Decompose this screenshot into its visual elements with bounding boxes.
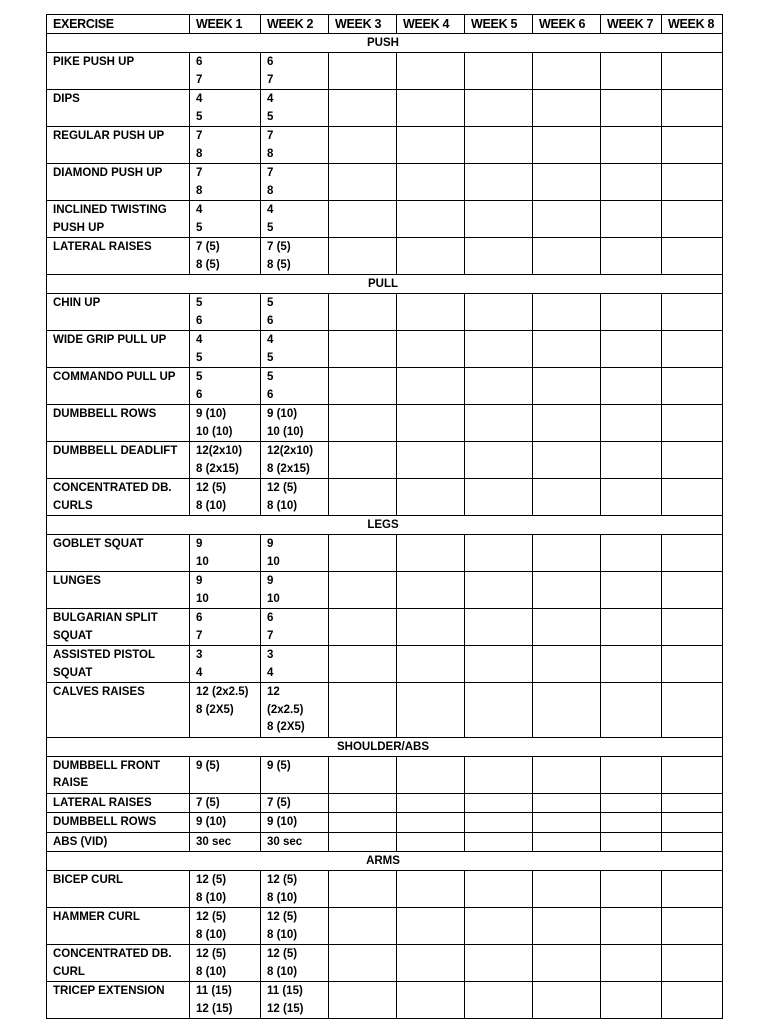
exercise-name-cell: BULGARIAN SPLIT SQUAT bbox=[47, 609, 190, 646]
week-5-cell[interactable] bbox=[465, 442, 533, 479]
exercise-name-cell: BICEP CURL bbox=[47, 871, 190, 908]
week-2-cell: 7 (5) bbox=[261, 793, 329, 813]
week-1-cell: 12 (5) 8 (10) bbox=[190, 945, 261, 982]
week-8-cell[interactable] bbox=[662, 535, 723, 572]
week-2-cell: 30 sec bbox=[261, 832, 329, 852]
week-8-cell[interactable] bbox=[662, 646, 723, 683]
section-title: PULL bbox=[47, 275, 723, 294]
week-1-cell: 9 (10) 10 (10) bbox=[190, 405, 261, 442]
week-6-cell[interactable] bbox=[533, 609, 601, 646]
week-2-cell: 12 (5) 8 (10) bbox=[261, 479, 329, 516]
section-title: SHOULDER/ABS bbox=[47, 737, 723, 756]
week-4-cell[interactable] bbox=[397, 368, 465, 405]
week-2-cell: 9 10 bbox=[261, 535, 329, 572]
week-8-cell[interactable] bbox=[662, 609, 723, 646]
table-row bbox=[47, 405, 723, 442]
week-8-cell[interactable] bbox=[662, 368, 723, 405]
table-row bbox=[47, 368, 723, 405]
header-week-5: WEEK 5 bbox=[465, 15, 533, 34]
week-7-cell[interactable] bbox=[601, 756, 662, 793]
section-row bbox=[47, 516, 723, 535]
week-7-cell[interactable] bbox=[601, 793, 662, 813]
week-4-cell[interactable] bbox=[397, 832, 465, 852]
week-7-cell[interactable] bbox=[601, 982, 662, 1019]
week-1-cell: 4 5 bbox=[190, 201, 261, 238]
week-6-cell[interactable] bbox=[533, 793, 601, 813]
week-5-cell[interactable] bbox=[465, 756, 533, 793]
week-1-cell: 11 (15) 12 (15) bbox=[190, 982, 261, 1019]
week-1-cell: 4 5 bbox=[190, 90, 261, 127]
table-row bbox=[47, 982, 723, 1019]
week-5-cell[interactable] bbox=[465, 572, 533, 609]
week-1-cell: 30 sec bbox=[190, 832, 261, 852]
table-row bbox=[47, 908, 723, 945]
exercise-name-cell: DUMBBELL ROWS bbox=[47, 813, 190, 833]
week-1-cell: 12(2x10) 8 (2x15) bbox=[190, 442, 261, 479]
table-row bbox=[47, 164, 723, 201]
week-4-cell[interactable] bbox=[397, 683, 465, 738]
week-2-cell: 7 8 bbox=[261, 127, 329, 164]
week-5-cell[interactable] bbox=[465, 813, 533, 833]
week-3-cell[interactable] bbox=[329, 90, 397, 127]
week-7-cell[interactable] bbox=[601, 479, 662, 516]
week-8-cell[interactable] bbox=[662, 201, 723, 238]
section-title: PUSH bbox=[47, 34, 723, 53]
week-8-cell[interactable] bbox=[662, 813, 723, 833]
week-5-cell[interactable] bbox=[465, 127, 533, 164]
week-8-cell[interactable] bbox=[662, 294, 723, 331]
week-7-cell[interactable] bbox=[601, 201, 662, 238]
week-3-cell[interactable] bbox=[329, 832, 397, 852]
week-3-cell[interactable] bbox=[329, 535, 397, 572]
week-3-cell[interactable] bbox=[329, 294, 397, 331]
week-8-cell[interactable] bbox=[662, 479, 723, 516]
week-8-cell[interactable] bbox=[662, 982, 723, 1019]
week-3-cell[interactable] bbox=[329, 164, 397, 201]
table-row bbox=[47, 479, 723, 516]
table-row bbox=[47, 331, 723, 368]
week-8-cell[interactable] bbox=[662, 908, 723, 945]
week-6-cell[interactable] bbox=[533, 908, 601, 945]
week-4-cell[interactable] bbox=[397, 479, 465, 516]
week-7-cell[interactable] bbox=[601, 945, 662, 982]
week-6-cell[interactable] bbox=[533, 294, 601, 331]
exercise-name-cell: DIAMOND PUSH UP bbox=[47, 164, 190, 201]
week-2-cell: 12(2x10) 8 (2x15) bbox=[261, 442, 329, 479]
week-2-cell: 4 5 bbox=[261, 90, 329, 127]
week-6-cell[interactable] bbox=[533, 945, 601, 982]
week-7-cell[interactable] bbox=[601, 908, 662, 945]
week-3-cell[interactable] bbox=[329, 368, 397, 405]
week-7-cell[interactable] bbox=[601, 331, 662, 368]
week-7-cell[interactable] bbox=[601, 127, 662, 164]
week-8-cell[interactable] bbox=[662, 127, 723, 164]
week-1-cell: 7 (5) bbox=[190, 793, 261, 813]
week-1-cell: 7 8 bbox=[190, 164, 261, 201]
week-1-cell: 9 (10) bbox=[190, 813, 261, 833]
week-6-cell[interactable] bbox=[533, 127, 601, 164]
week-4-cell[interactable] bbox=[397, 609, 465, 646]
week-3-cell[interactable] bbox=[329, 572, 397, 609]
table-row bbox=[47, 756, 723, 793]
week-7-cell[interactable] bbox=[601, 90, 662, 127]
week-4-cell[interactable] bbox=[397, 572, 465, 609]
week-7-cell[interactable] bbox=[601, 646, 662, 683]
week-5-cell[interactable] bbox=[465, 832, 533, 852]
week-1-cell: 5 6 bbox=[190, 368, 261, 405]
week-4-cell[interactable] bbox=[397, 294, 465, 331]
header-week-8: WEEK 8 bbox=[662, 15, 723, 34]
week-8-cell[interactable] bbox=[662, 53, 723, 90]
week-1-cell: 6 7 bbox=[190, 609, 261, 646]
section-row bbox=[47, 34, 723, 53]
week-2-cell: 12 (2x2.5) 8 (2X5) bbox=[261, 683, 329, 738]
week-4-cell[interactable] bbox=[397, 90, 465, 127]
exercise-name-cell: CALVES RAISES bbox=[47, 683, 190, 738]
header-week-4: WEEK 4 bbox=[397, 15, 465, 34]
table-row bbox=[47, 127, 723, 164]
week-6-cell[interactable] bbox=[533, 982, 601, 1019]
week-1-cell: 9 (5) bbox=[190, 756, 261, 793]
week-6-cell[interactable] bbox=[533, 871, 601, 908]
exercise-name-cell: TRICEP EXTENSION bbox=[47, 982, 190, 1019]
week-4-cell[interactable] bbox=[397, 793, 465, 813]
week-4-cell[interactable] bbox=[397, 535, 465, 572]
week-2-cell: 9 (5) bbox=[261, 756, 329, 793]
week-6-cell[interactable] bbox=[533, 201, 601, 238]
exercise-name-cell: GOBLET SQUAT bbox=[47, 535, 190, 572]
week-6-cell[interactable] bbox=[533, 756, 601, 793]
week-5-cell[interactable] bbox=[465, 871, 533, 908]
week-2-cell: 6 7 bbox=[261, 609, 329, 646]
exercise-name-cell: REGULAR PUSH UP bbox=[47, 127, 190, 164]
week-2-cell: 7 8 bbox=[261, 164, 329, 201]
week-4-cell[interactable] bbox=[397, 53, 465, 90]
week-1-cell: 5 6 bbox=[190, 294, 261, 331]
week-2-cell: 3 4 bbox=[261, 646, 329, 683]
week-6-cell[interactable] bbox=[533, 813, 601, 833]
week-4-cell[interactable] bbox=[397, 982, 465, 1019]
header-week-6: WEEK 6 bbox=[533, 15, 601, 34]
week-3-cell[interactable] bbox=[329, 945, 397, 982]
week-7-cell[interactable] bbox=[601, 683, 662, 738]
week-2-cell: 11 (15) 12 (15) bbox=[261, 982, 329, 1019]
week-3-cell[interactable] bbox=[329, 813, 397, 833]
week-8-cell[interactable] bbox=[662, 683, 723, 738]
week-2-cell: 4 5 bbox=[261, 201, 329, 238]
exercise-name-cell: INCLINED TWISTING PUSH UP bbox=[47, 201, 190, 238]
week-6-cell[interactable] bbox=[533, 164, 601, 201]
exercise-name-cell: LATERAL RAISES bbox=[47, 238, 190, 275]
week-6-cell[interactable] bbox=[533, 53, 601, 90]
week-4-cell[interactable] bbox=[397, 442, 465, 479]
exercise-name-cell: DIPS bbox=[47, 90, 190, 127]
week-5-cell[interactable] bbox=[465, 331, 533, 368]
week-6-cell[interactable] bbox=[533, 90, 601, 127]
week-4-cell[interactable] bbox=[397, 945, 465, 982]
header-week-7: WEEK 7 bbox=[601, 15, 662, 34]
table-row bbox=[47, 945, 723, 982]
week-3-cell[interactable] bbox=[329, 405, 397, 442]
week-5-cell[interactable] bbox=[465, 609, 533, 646]
table-row bbox=[47, 793, 723, 813]
week-4-cell[interactable] bbox=[397, 331, 465, 368]
week-6-cell[interactable] bbox=[533, 479, 601, 516]
table-row bbox=[47, 238, 723, 275]
week-2-cell: 4 5 bbox=[261, 331, 329, 368]
week-4-cell[interactable] bbox=[397, 238, 465, 275]
week-5-cell[interactable] bbox=[465, 53, 533, 90]
week-6-cell[interactable] bbox=[533, 405, 601, 442]
week-1-cell: 7 8 bbox=[190, 127, 261, 164]
week-2-cell: 12 (5) 8 (10) bbox=[261, 871, 329, 908]
exercise-name-cell: LUNGES bbox=[47, 572, 190, 609]
table-row bbox=[47, 201, 723, 238]
week-3-cell[interactable] bbox=[329, 683, 397, 738]
week-2-cell: 12 (5) 8 (10) bbox=[261, 945, 329, 982]
week-4-cell[interactable] bbox=[397, 164, 465, 201]
week-3-cell[interactable] bbox=[329, 609, 397, 646]
table-body bbox=[47, 34, 723, 1019]
week-1-cell: 7 (5) 8 (5) bbox=[190, 238, 261, 275]
week-5-cell[interactable] bbox=[465, 405, 533, 442]
section-row bbox=[47, 737, 723, 756]
week-3-cell[interactable] bbox=[329, 238, 397, 275]
section-row bbox=[47, 852, 723, 871]
week-3-cell[interactable] bbox=[329, 908, 397, 945]
table-row bbox=[47, 572, 723, 609]
week-5-cell[interactable] bbox=[465, 646, 533, 683]
week-7-cell[interactable] bbox=[601, 368, 662, 405]
week-2-cell: 5 6 bbox=[261, 368, 329, 405]
section-row bbox=[47, 275, 723, 294]
week-3-cell[interactable] bbox=[329, 871, 397, 908]
week-5-cell[interactable] bbox=[465, 683, 533, 738]
table-row bbox=[47, 683, 723, 738]
week-7-cell[interactable] bbox=[601, 572, 662, 609]
week-1-cell: 9 10 bbox=[190, 535, 261, 572]
exercise-name-cell: HAMMER CURL bbox=[47, 908, 190, 945]
week-1-cell: 9 10 bbox=[190, 572, 261, 609]
week-6-cell[interactable] bbox=[533, 572, 601, 609]
exercise-name-cell: CONCENTRATED DB. CURLS bbox=[47, 479, 190, 516]
week-3-cell[interactable] bbox=[329, 646, 397, 683]
week-3-cell[interactable] bbox=[329, 127, 397, 164]
week-5-cell[interactable] bbox=[465, 164, 533, 201]
week-5-cell[interactable] bbox=[465, 90, 533, 127]
week-4-cell[interactable] bbox=[397, 871, 465, 908]
week-5-cell[interactable] bbox=[465, 535, 533, 572]
week-2-cell: 12 (5) 8 (10) bbox=[261, 908, 329, 945]
week-3-cell[interactable] bbox=[329, 982, 397, 1019]
workout-log-sheet bbox=[46, 14, 722, 1019]
week-8-cell[interactable] bbox=[662, 90, 723, 127]
week-7-cell[interactable] bbox=[601, 238, 662, 275]
week-7-cell[interactable] bbox=[601, 535, 662, 572]
week-3-cell[interactable] bbox=[329, 331, 397, 368]
week-6-cell[interactable] bbox=[533, 832, 601, 852]
week-3-cell[interactable] bbox=[329, 442, 397, 479]
week-8-cell[interactable] bbox=[662, 793, 723, 813]
week-1-cell: 12 (5) 8 (10) bbox=[190, 908, 261, 945]
exercise-name-cell: CONCENTRATED DB. CURL bbox=[47, 945, 190, 982]
week-7-cell[interactable] bbox=[601, 294, 662, 331]
table-row bbox=[47, 294, 723, 331]
table-row bbox=[47, 832, 723, 852]
week-5-cell[interactable] bbox=[465, 238, 533, 275]
header-row bbox=[47, 15, 723, 34]
week-2-cell: 9 (10) bbox=[261, 813, 329, 833]
exercise-name-cell: DUMBBELL DEADLIFT bbox=[47, 442, 190, 479]
week-6-cell[interactable] bbox=[533, 442, 601, 479]
week-4-cell[interactable] bbox=[397, 201, 465, 238]
exercise-name-cell: DUMBBELL ROWS bbox=[47, 405, 190, 442]
table-row bbox=[47, 646, 723, 683]
week-6-cell[interactable] bbox=[533, 683, 601, 738]
week-6-cell[interactable] bbox=[533, 368, 601, 405]
table-row bbox=[47, 813, 723, 833]
week-3-cell[interactable] bbox=[329, 793, 397, 813]
week-6-cell[interactable] bbox=[533, 238, 601, 275]
exercise-name-cell: PIKE PUSH UP bbox=[47, 53, 190, 90]
week-4-cell[interactable] bbox=[397, 813, 465, 833]
week-7-cell[interactable] bbox=[601, 813, 662, 833]
week-1-cell: 6 7 bbox=[190, 53, 261, 90]
week-7-cell[interactable] bbox=[601, 405, 662, 442]
header-week-3: WEEK 3 bbox=[329, 15, 397, 34]
exercise-name-cell: ASSISTED PISTOL SQUAT bbox=[47, 646, 190, 683]
exercise-name-cell: LATERAL RAISES bbox=[47, 793, 190, 813]
week-6-cell[interactable] bbox=[533, 535, 601, 572]
header-exercise: EXERCISE bbox=[47, 15, 190, 34]
week-8-cell[interactable] bbox=[662, 164, 723, 201]
week-4-cell[interactable] bbox=[397, 127, 465, 164]
week-7-cell[interactable] bbox=[601, 164, 662, 201]
week-7-cell[interactable] bbox=[601, 871, 662, 908]
header-week-2: WEEK 2 bbox=[261, 15, 329, 34]
week-8-cell[interactable] bbox=[662, 238, 723, 275]
week-5-cell[interactable] bbox=[465, 908, 533, 945]
week-8-cell[interactable] bbox=[662, 572, 723, 609]
week-3-cell[interactable] bbox=[329, 756, 397, 793]
exercise-name-cell: CHIN UP bbox=[47, 294, 190, 331]
week-7-cell[interactable] bbox=[601, 442, 662, 479]
week-5-cell[interactable] bbox=[465, 368, 533, 405]
week-3-cell[interactable] bbox=[329, 201, 397, 238]
table-row bbox=[47, 871, 723, 908]
section-title: ARMS bbox=[47, 852, 723, 871]
week-8-cell[interactable] bbox=[662, 832, 723, 852]
week-5-cell[interactable] bbox=[465, 945, 533, 982]
week-1-cell: 4 5 bbox=[190, 331, 261, 368]
week-7-cell[interactable] bbox=[601, 609, 662, 646]
week-8-cell[interactable] bbox=[662, 945, 723, 982]
week-2-cell: 9 (10) 10 (10) bbox=[261, 405, 329, 442]
week-4-cell[interactable] bbox=[397, 646, 465, 683]
week-3-cell[interactable] bbox=[329, 53, 397, 90]
week-6-cell[interactable] bbox=[533, 646, 601, 683]
week-7-cell[interactable] bbox=[601, 53, 662, 90]
exercise-name-cell: ABS (VID) bbox=[47, 832, 190, 852]
exercise-name-cell: DUMBBELL FRONT RAISE bbox=[47, 756, 190, 793]
week-7-cell[interactable] bbox=[601, 832, 662, 852]
table-row bbox=[47, 53, 723, 90]
table-row bbox=[47, 90, 723, 127]
week-2-cell: 9 10 bbox=[261, 572, 329, 609]
week-4-cell[interactable] bbox=[397, 756, 465, 793]
week-1-cell: 12 (5) 8 (10) bbox=[190, 479, 261, 516]
week-8-cell[interactable] bbox=[662, 331, 723, 368]
week-6-cell[interactable] bbox=[533, 331, 601, 368]
table-row bbox=[47, 442, 723, 479]
header-week-1: WEEK 1 bbox=[190, 15, 261, 34]
week-5-cell[interactable] bbox=[465, 982, 533, 1019]
week-4-cell[interactable] bbox=[397, 908, 465, 945]
week-2-cell: 6 7 bbox=[261, 53, 329, 90]
section-title: LEGS bbox=[47, 516, 723, 535]
week-5-cell[interactable] bbox=[465, 793, 533, 813]
week-8-cell[interactable] bbox=[662, 405, 723, 442]
week-8-cell[interactable] bbox=[662, 442, 723, 479]
week-1-cell: 12 (5) 8 (10) bbox=[190, 871, 261, 908]
table-row bbox=[47, 535, 723, 572]
table-row bbox=[47, 609, 723, 646]
week-8-cell[interactable] bbox=[662, 871, 723, 908]
week-5-cell[interactable] bbox=[465, 479, 533, 516]
week-4-cell[interactable] bbox=[397, 405, 465, 442]
week-2-cell: 5 6 bbox=[261, 294, 329, 331]
week-1-cell: 3 4 bbox=[190, 646, 261, 683]
week-1-cell: 12 (2x2.5) 8 (2X5) bbox=[190, 683, 261, 738]
week-8-cell[interactable] bbox=[662, 756, 723, 793]
week-2-cell: 7 (5) 8 (5) bbox=[261, 238, 329, 275]
exercise-name-cell: WIDE GRIP PULL UP bbox=[47, 331, 190, 368]
week-5-cell[interactable] bbox=[465, 201, 533, 238]
week-5-cell[interactable] bbox=[465, 294, 533, 331]
exercise-name-cell: COMMANDO PULL UP bbox=[47, 368, 190, 405]
week-3-cell[interactable] bbox=[329, 479, 397, 516]
workout-table bbox=[46, 14, 723, 1019]
